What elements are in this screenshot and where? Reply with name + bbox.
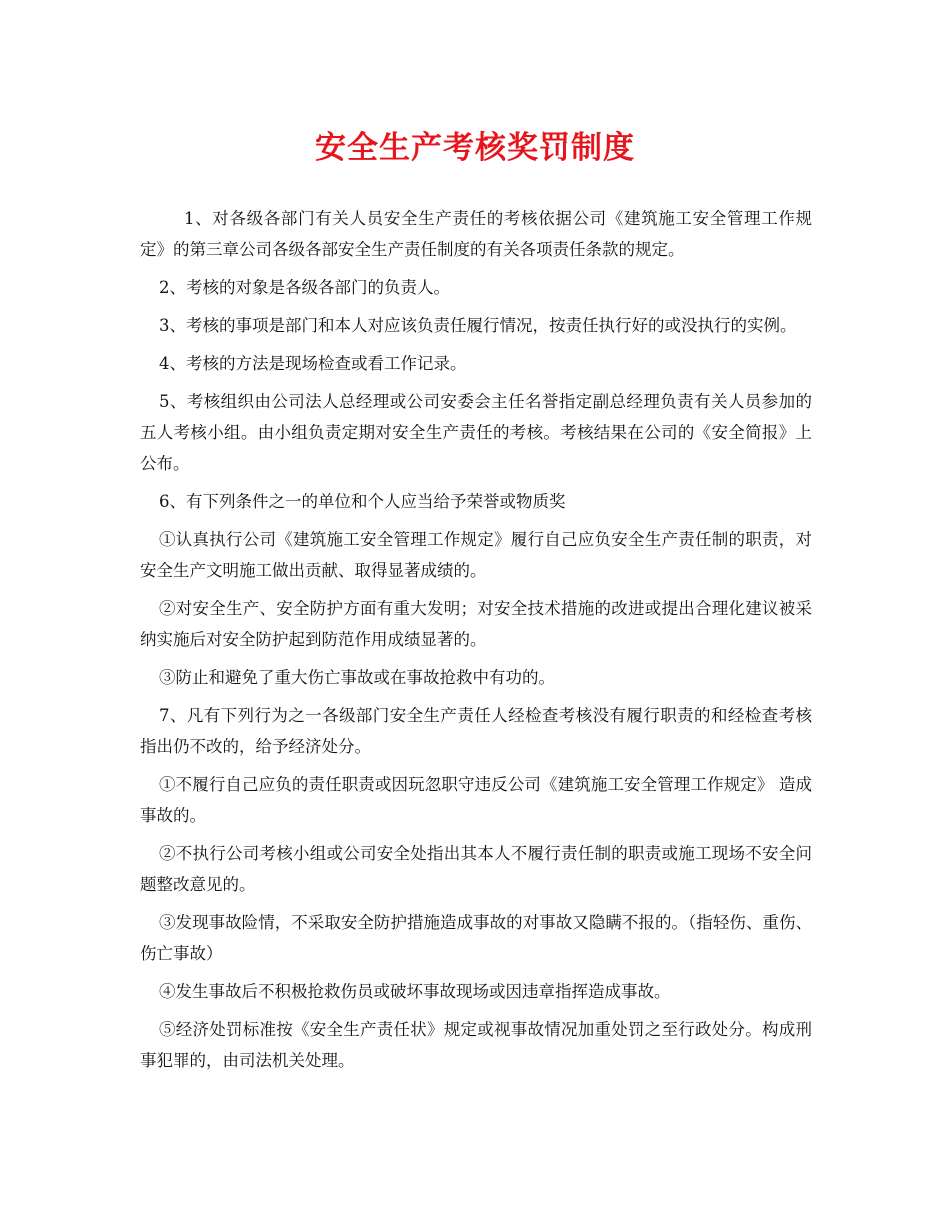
paragraph: 7、凡有下列行为之一各级部门安全生产责任人经检查考核没有履行职责的和经检查考核指出仍不改的，给予经济处分。 [140,706,812,756]
paragraph: 1、对各级各部门有关人员安全生产责任的考核依据公司《建筑施工安全管理工作规定》的第三章公司各级各部安全生产责任制度的有关各项责任条款的规定。 [140,209,812,259]
paragraph: ③防止和避免了重大伤亡事故或在事故抢救中有功的。 [159,668,555,687]
paragraph: ③发现事故险情，不采取安全防护措施造成事故的对事故又隐瞒不报的。（指轻伤、重伤、伤亡事故） [140,913,812,963]
paragraph: ②对安全生产、安全防护方面有重大发明；对安全技术措施的改进或提出合理化建议被采纳实施后对安全防护起到防范作用成绩显著的。 [140,599,812,649]
document-title: 安全生产考核奖罚制度 [315,130,635,166]
paragraph: 5、考核组织由公司法人总经理或公司安委会主任名誉指定副总经理负责有关人员参加的五人考核小组。由小组负责定期对安全生产责任的考核。考核结果在公司的《安全简报》上公布。 [140,392,812,473]
paragraph: ②不执行公司考核小组或公司安全处指出其本人不履行责任制的职责或施工现场不安全问题整改意见的。 [140,844,812,894]
paragraph: 2、考核的对象是各级各部门的负责人。 [159,278,450,297]
paragraph: ①不履行自己应负的责任职责或因玩忽职守违反公司《建筑施工安全管理工作规定》 造成事故的。 [140,775,812,825]
paragraph: 3、考核的事项是部门和本人对应该负责任履行情况，按责任执行好的或没执行的实例。 [159,316,797,335]
paragraph: ④发生事故后不积极抢救伤员或破坏事故现场或因违章指挥造成事故。 [159,982,671,1001]
paragraph: 6、有下列条件之一的单位和个人应当给予荣誉或物质奖 [159,492,566,511]
paragraph: 4、考核的方法是现场检查或看工作记录。 [159,354,467,373]
paragraph: ①认真执行公司《建筑施工安全管理工作规定》履行自己应负安全生产责任制的职责，对安全生产文明施工做出贡献、取得显著成绩的。 [140,530,812,580]
document-body [140,203,812,1083]
paragraph: ⑤经济处罚标准按《安全生产责任状》规定或视事故情况加重处罚之至行政处分。构成刑事犯罪的，由司法机关处理。 [140,1020,812,1070]
